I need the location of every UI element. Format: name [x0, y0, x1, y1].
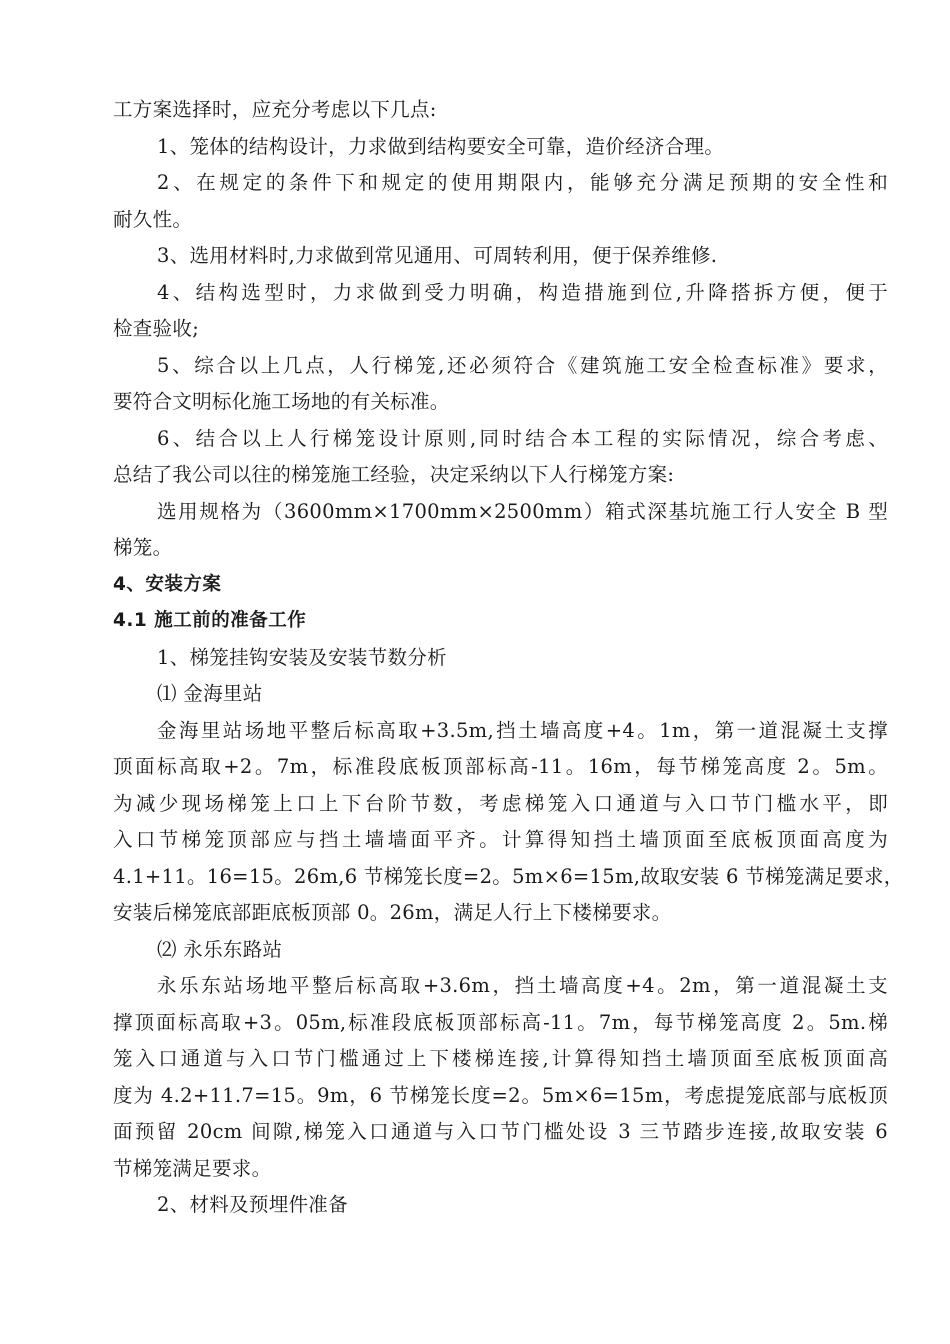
paragraph-line: 4.1+11。16=15。26m,6 节梯笼长度=2。5m×6=15m,故取安装 6 节梯笼满足要求， — [113, 864, 904, 888]
list-item-5-cont: 要符合文明标化施工场地的有关标准。 — [113, 390, 450, 413]
paragraph-line: 度为 4.2+11.7=15。9m，6 节梯笼长度=2。5m×6=15m，考虑提笼底部与底板顶 — [113, 1083, 888, 1107]
paragraph-line: 节梯笼满足要求。 — [113, 1156, 272, 1180]
list-item-6: 6、结合以上人行梯笼设计原则,同时结合本工程的实际情况，综合考虑、 — [157, 426, 888, 450]
list-item-6-cont: 总结了我公司以往的梯笼施工经验，决定采纳以下人行梯笼方案: — [113, 463, 675, 486]
list-item-2-cont: 耐久性。 — [113, 207, 193, 231]
list-item-4: 4、结构选型时，力求做到受力明确，构造措施到位,升降搭拆方便，便于 — [157, 280, 888, 304]
step-heading-1: 1、梯笼挂钩安装及安装节数分析 — [157, 645, 447, 669]
paragraph-line: 为减少现场梯笼上口上下台阶节数，考虑梯笼入口通道与入口节门槛水平，即 — [113, 791, 888, 815]
list-item-5: 5、综合以上几点，人行梯笼,还必须符合《建筑施工安全检查标准》要求， — [157, 353, 888, 377]
paragraph-line: 工方案选择时，应充分考虑以下几点: — [113, 98, 437, 121]
station-heading-1: ⑴ 金海里站 — [157, 682, 263, 705]
paragraph-line: 安装后梯笼底部距底板顶部 0。26m，满足人行上下楼梯要求。 — [113, 901, 672, 924]
list-item-3: 3、选用材料时,力求做到常见通用、可周转利用，便于保养维修. — [157, 244, 718, 267]
paragraph-line: 入口节梯笼顶部应与挡土墙墙面平齐。计算得知挡土墙顶面至底板顶面高度为 — [113, 828, 888, 851]
paragraph-line: 永乐东站场地平整后标高取+3.6m，挡土墙高度+4。2m，第一道混凝土支 — [157, 974, 888, 997]
spec-line-cont: 梯笼。 — [113, 536, 173, 559]
paragraph-line: 撑顶面标高取+3。05m,标准段底板顶部标高-11。7m，每节梯笼高度 2。5m.梯 — [113, 1010, 888, 1034]
paragraph-line: 笼入口通道与入口节门槛通过上下楼梯连接,计算得知挡土墙顶面至底板顶面高 — [113, 1047, 888, 1070]
paragraph-line: 面预留 20cm 间隙,梯笼入口通道与入口节门槛处设 3 三节踏步连接,故取安装 6 — [113, 1120, 888, 1143]
section-heading: 4、安装方案 — [113, 573, 222, 595]
station-heading-2: ⑵ 永乐东路站 — [157, 937, 283, 961]
list-item-4-cont: 检查验收; — [113, 317, 200, 340]
document-body — [113, 92, 904, 1224]
list-item-2: 2、在规定的条件下和规定的使用期限内，能够充分满足预期的安全性和 — [157, 171, 888, 194]
subsection-heading: 4.1 施工前的准备工作 — [113, 610, 307, 631]
spec-line: 选用规格为（3600mm×1700mm×2500mm）箱式深基坑施工行人安全 B 型 — [157, 499, 888, 523]
step-heading-2: 2、材料及预埋件准备 — [157, 1193, 348, 1216]
paragraph-line: 金海里站场地平整后标高取+3.5m,挡土墙高度+4。1m，第一道混凝土支撑 — [157, 718, 888, 742]
list-item-1: 1、笼体的结构设计，力求做到结构要安全可靠，造价经济合理。 — [157, 134, 725, 158]
paragraph-line: 顶面标高取+2。7m，标准段底板顶部标高-11。16m，每节梯笼高度 2。5m。 — [113, 755, 888, 778]
